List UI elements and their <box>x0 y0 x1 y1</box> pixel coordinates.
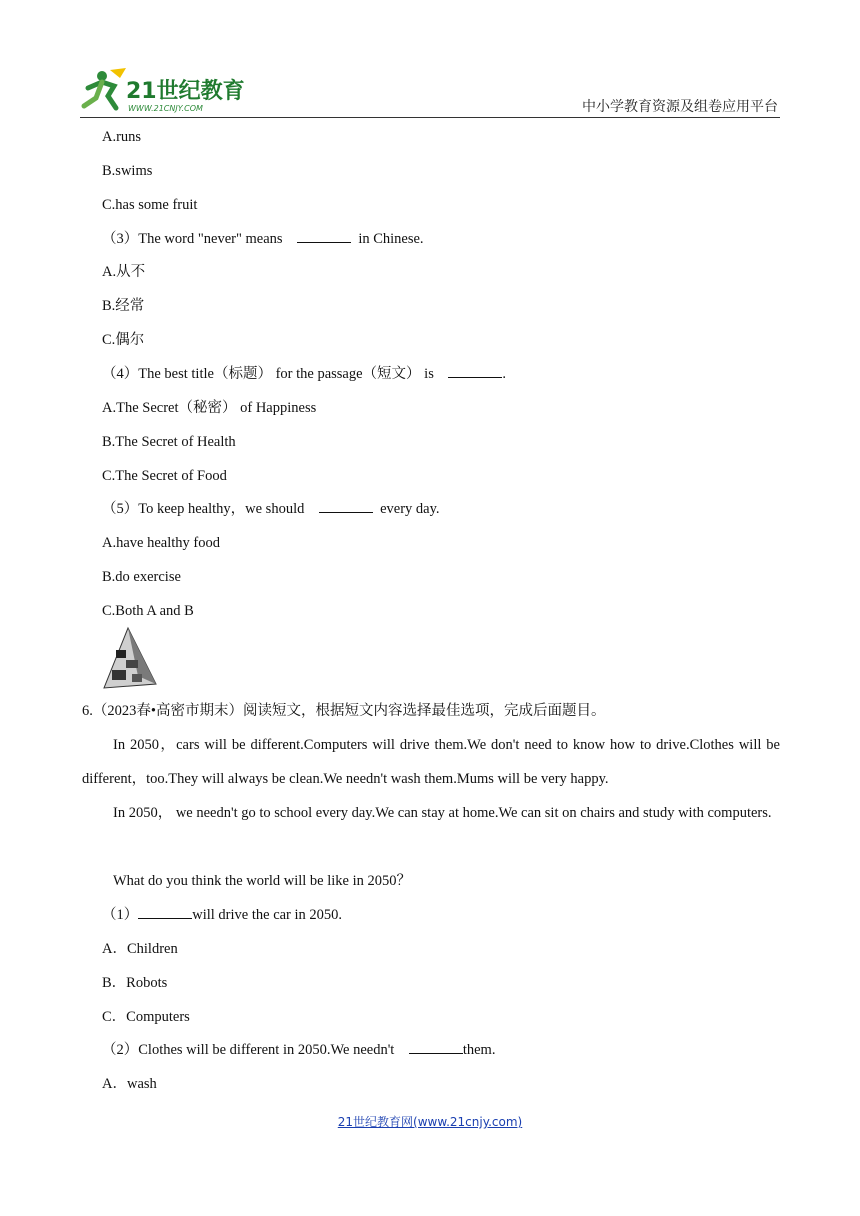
q6-1-option-b: B．Robots <box>102 975 168 991</box>
q5-2-option-c: C.has some fruit <box>102 197 198 213</box>
q6-paragraph-3: What do you think the world will be like in 2050？ <box>113 873 412 889</box>
page-header <box>80 66 780 118</box>
q5-4-option-c: C.The Secret of Food <box>102 468 227 484</box>
q5-3-option-a: A.从不 <box>102 264 146 280</box>
q5-3-stem: （3）The word "never" means in Chinese. <box>102 231 424 247</box>
q6-heading: 6.（2023春•高密市期末）阅读短文，根据短文内容选择最佳选项，完成后面题目。 <box>82 703 606 719</box>
q5-3-option-c: C.偶尔 <box>102 332 145 348</box>
q5-5-stem: （5）To keep healthy，we should every day. <box>102 501 440 517</box>
q6-paragraph-2: In 2050， we needn't go to school every day.We can stay at home.We can sit on chairs and study with computers. <box>113 805 772 821</box>
answer-blank <box>409 1041 463 1054</box>
q5-4-option-a: A.The Secret（秘密） of Happiness <box>102 400 317 416</box>
header-divider <box>80 117 780 118</box>
platform-title: 中小学教育资源及组卷应用平台 <box>582 99 778 115</box>
q6-paragraph-1: In 2050，cars will be different.Computers will drive them.We don't need to know how to drive.Clothes will be different，too.They will always be clean.We needn't wash them.Mums will be very happy. <box>82 737 780 787</box>
answer-blank <box>448 365 502 378</box>
answer-blank <box>138 906 192 919</box>
q5-3-option-b: B.经常 <box>102 298 145 314</box>
q5-4-option-b: B.The Secret of Health <box>102 434 236 450</box>
q5-5-option-c: C.Both A and B <box>102 603 194 619</box>
answer-blank <box>319 500 373 513</box>
q5-5-option-a: A.have healthy food <box>102 535 220 551</box>
q5-2-option-b: B.swims <box>102 163 153 179</box>
q6-2-stem: （2）Clothes will be different in 2050.We needn't them. <box>102 1042 496 1058</box>
food-pyramid-image <box>102 626 158 690</box>
q6-2-option-a: A．wash <box>102 1076 157 1092</box>
q5-4-stem: （4）The best title（标题） for the passage（短文） is . <box>102 366 506 382</box>
site-logo <box>80 66 255 116</box>
svg-text:21世纪教育: 21世纪教育 <box>126 79 245 104</box>
q6-1-stem: （1） will drive the car in 2050. <box>102 907 343 923</box>
footer-link[interactable]: 21世纪教育网(www.21cnjy.com) <box>337 1115 523 1129</box>
q5-5-option-b: B.do exercise <box>102 569 181 585</box>
q6-1-option-c: C．Computers <box>102 1009 190 1025</box>
page-footer <box>0 1113 860 1130</box>
answer-blank <box>297 230 351 243</box>
svg-text:WWW.21CNJY.COM: WWW.21CNJY.COM <box>128 104 203 113</box>
q5-2-option-a: A.runs <box>102 129 142 145</box>
q6-1-option-a: A．Children <box>102 941 178 957</box>
